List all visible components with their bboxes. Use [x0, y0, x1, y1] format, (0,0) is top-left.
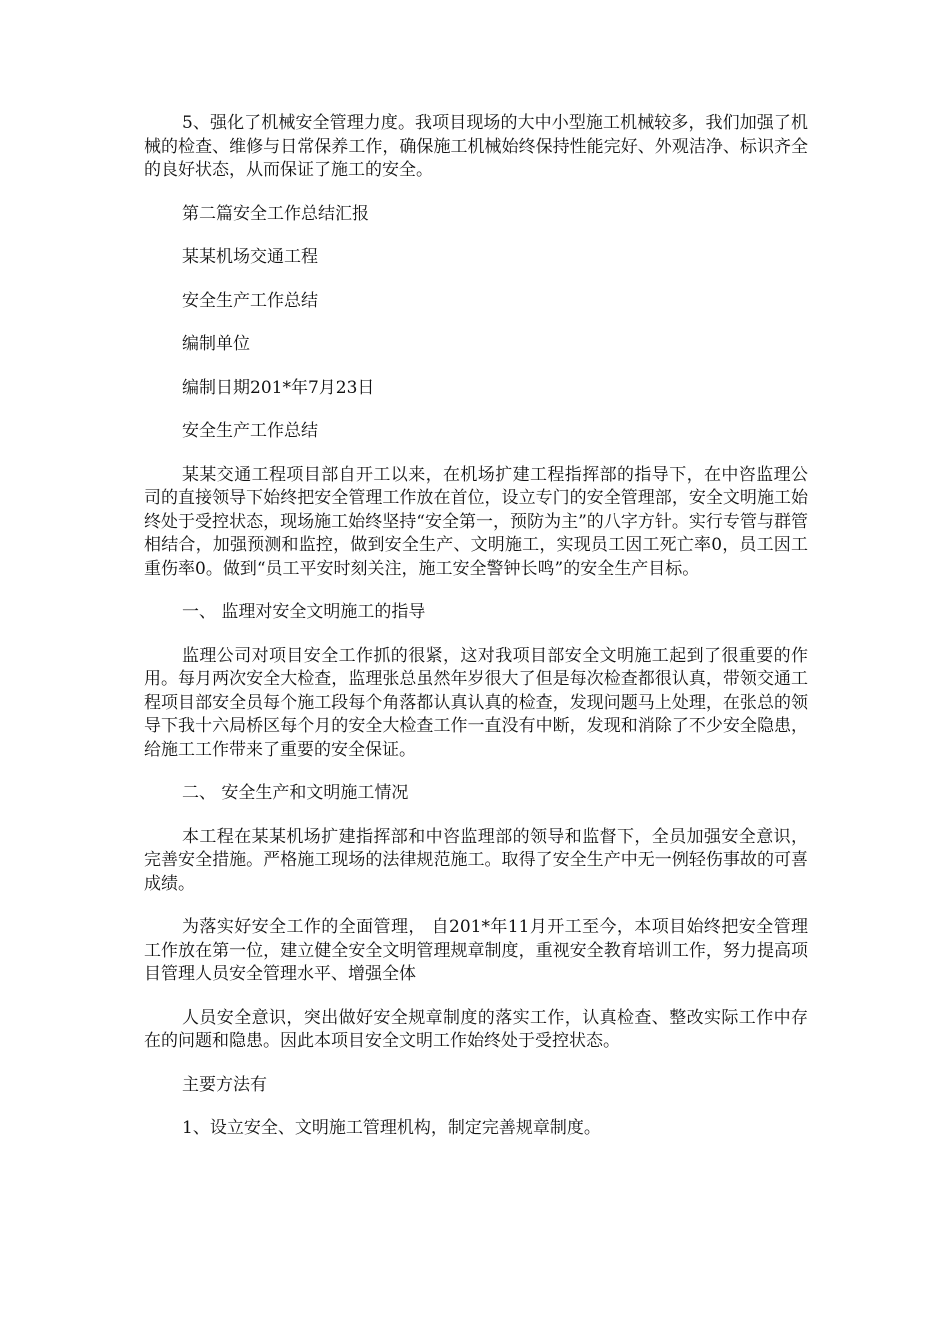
paragraph-awareness: 人员安全意识，突出做好安全规章制度的落实工作，认真检查、整改实际工作中存在的问题和隐患。因此本项目安全文明工作始终处于受控状态。: [144, 1007, 808, 1051]
report-title: 安全生产工作总结: [182, 290, 318, 311]
paragraph-machinery-safety: 5、强化了机械安全管理力度。我项目现场的大中小型施工机械较多，我们加强了机械的检查、维修与日常保养工作，确保施工机械始终保持性能完好、外观洁净、标识齐全的良好状态，从而保证了施工的安全。: [144, 113, 808, 180]
paragraph-safety-achievement: 本工程在某某机场扩建指挥部和中咨监理部的领导和监督下，全员加强安全意识，完善安全措施。严格施工现场的法律规范施工。取得了安全生产中无一例轻伤事故的可喜成绩。: [144, 826, 808, 894]
compiling-date: 编制日期201*年7月23日: [182, 377, 375, 398]
document-body: [144, 112, 808, 1161]
paragraph-supervision: 监理公司对项目安全工作抓的很紧，这对我项目部安全文明施工起到了很重要的作用。每月两次安全大检查，监理张总虽然年岁很大了但是每次检查都很认真，带领交通工程项目部安全员每个施工段每个角落都认真认真的检查，发现问题马上处理，在张总的领导下我十六局桥区每个月的安全大检查工作一直没有中断，发现和消除了不少安全隐患，给施工工作带来了重要的安全保证。: [144, 645, 808, 760]
heading-supervision: 一、 监理对安全文明施工的指导: [182, 602, 426, 622]
report-heading: 安全生产工作总结: [182, 421, 318, 441]
heading-safety-status: 二、 安全生产和文明施工情况: [182, 783, 409, 803]
project-name: 某某机场交通工程: [182, 247, 318, 267]
section-title: 第二篇安全工作总结汇报: [182, 203, 369, 224]
compiling-unit: 编制单位: [182, 334, 250, 354]
paragraph-management: 为落实好安全工作的全面管理， 自201*年11月开工至今，本项目始终把安全管理工作放在第一位，建立健全安全文明管理规章制度，重视安全教育培训工作，努力提高项目管理人员安全管理水平、增强全体: [144, 917, 808, 984]
paragraph-introduction: 某某交通工程项目部自开工以来，在机场扩建工程指挥部的指导下，在中咨监理公司的直接领导下始终把安全管理工作放在首位，设立专门的安全管理部，安全文明施工始终处于受控状态，现场施工始终坚持“安全第一，预防为主”的八字方针。实行专管与群管相结合，加强预测和监控，做到安全生产、文明施工，实现员工因工死亡率0，员工因工重伤率0。做到“员工平安时刻关注，施工安全警钟长鸣”的安全生产目标。: [144, 464, 808, 579]
list-item-method-1: 1、设立安全、文明施工管理机构，制定完善规章制度。: [182, 1118, 601, 1138]
heading-main-methods: 主要方法有: [182, 1074, 267, 1095]
